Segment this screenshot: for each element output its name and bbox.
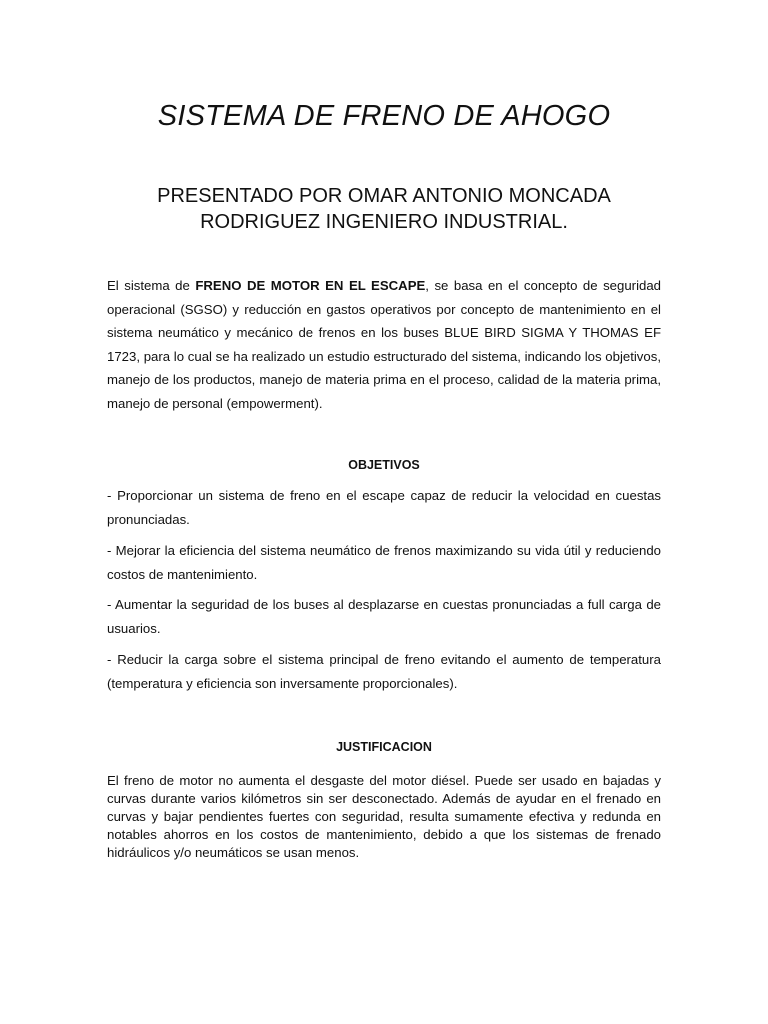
objective-item: - Reducir la carga sobre el sistema principal de freno evitando el aumento de temperatura (temperatura y eficiencia son inversamente proporcionales). xyxy=(107,652,661,691)
intro-text-after: , se basa en el concepto de seguridad operacional (SGSO) y reducción en gastos operativos por concepto de mantenimiento en el sistema neumático y mecánico de frenos en los buses BLUE BIRD SIGMA Y THOMAS EF 1723, para lo cual se ha realizado un estudio estructurado del sistema, indicando los objetivos, manejo de los productos, manejo de materia prima en el proceso, calidad de la materia prima, manejo de personal (empowerment). xyxy=(107,278,661,411)
objective-item: - Proporcionar un sistema de freno en el escape capaz de reducir la velocidad en cuestas pronunciadas. xyxy=(107,488,661,527)
objective-item: - Aumentar la seguridad de los buses al desplazarse en cuestas pronunciadas a full carga de usuarios. xyxy=(107,597,661,636)
intro-text-before: El sistema de xyxy=(107,278,196,293)
justificacion-heading: JUSTIFICACION xyxy=(336,740,432,754)
document-subtitle: PRESENTADO POR OMAR ANTONIO MONCADA RODRIGUEZ INGENIERO INDUSTRIAL. xyxy=(157,185,611,233)
document-title: SISTEMA DE FRENO DE AHOGO xyxy=(157,100,611,132)
intro-paragraph xyxy=(107,274,661,416)
justificacion-paragraph: El freno de motor no aumenta el desgaste del motor diésel. Puede ser usado en bajadas y curvas durante varios kilómetros sin ser desconectado. Además de ayudar en el frenado en curvas y bajar pendientes fuertes con seguridad, resulta sumamente efectiva y redunda en notables ahorros en los costos de mantenimiento, debido a que los sistemas de frenado hidráulicos y/o neumáticos se usan menos. xyxy=(107,773,661,860)
objetivos-heading: OBJETIVOS xyxy=(348,458,420,472)
objective-item: - Mejorar la eficiencia del sistema neumático de frenos maximizando su vida útil y reduciendo costos de mantenimiento. xyxy=(107,543,661,582)
intro-bold-text: FRENO DE MOTOR EN EL ESCAPE xyxy=(195,278,426,293)
